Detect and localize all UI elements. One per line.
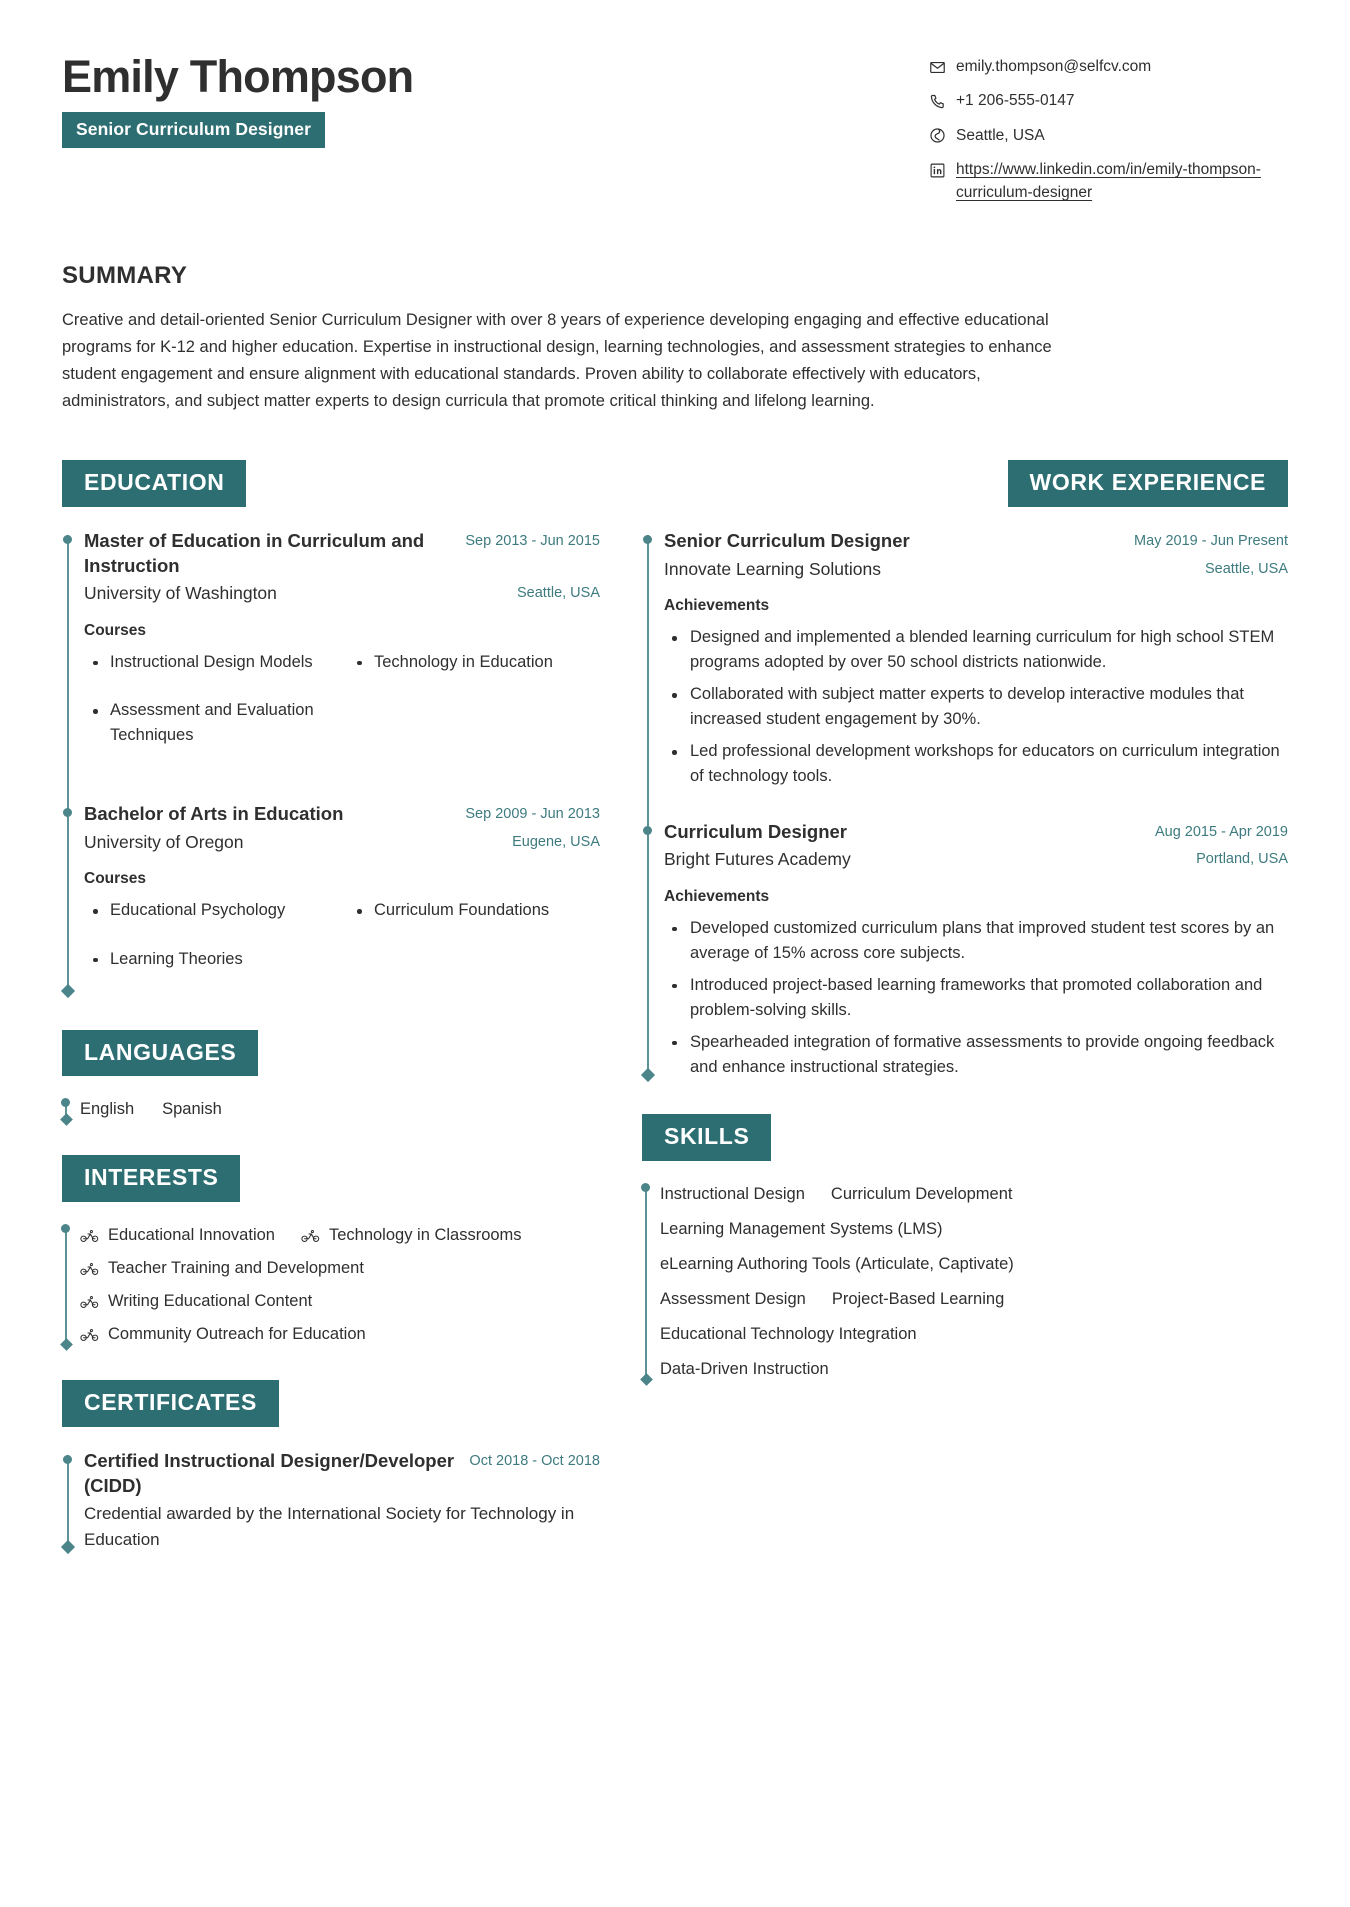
envelope-icon [928, 58, 946, 76]
summary-section [62, 262, 1288, 414]
interest-label: Educational Innovation [108, 1226, 275, 1245]
interest-label: Teacher Training and Development [108, 1259, 364, 1278]
education-courses-label: Courses [84, 621, 147, 639]
interest-item [80, 1323, 366, 1346]
contact-email [928, 56, 1288, 78]
interest-line [80, 1257, 600, 1280]
interest-item [80, 1224, 275, 1247]
skill-item: Educational Technology Integration [660, 1325, 917, 1344]
contact-phone-text: +1 206-555-0147 [956, 92, 1075, 110]
education-date: Sep 2009 - Jun 2013 [465, 805, 600, 822]
education-item [84, 529, 600, 772]
work-experience-timeline [642, 529, 1288, 1080]
bicycle-icon [80, 1262, 99, 1276]
timeline-dot-icon [643, 535, 652, 544]
languages-timeline [62, 1098, 600, 1121]
skill-line [660, 1218, 1288, 1241]
work-entry-sub [664, 557, 1288, 582]
education-date: Sep 2013 - Jun 2015 [465, 532, 600, 549]
globe-icon [928, 127, 946, 145]
work-experience-section [642, 460, 1288, 1080]
work-company: Innovate Learning Solutions [664, 558, 881, 579]
interest-line [80, 1290, 600, 1313]
skill-item: Learning Management Systems (LMS) [660, 1219, 943, 1238]
summary-heading: SUMMARY [62, 262, 188, 290]
education-courses-grid [84, 898, 600, 996]
interest-label: Technology in Classrooms [328, 1226, 522, 1245]
education-timeline [62, 529, 600, 996]
work-entry-sub [664, 847, 1288, 872]
work-entry-head [664, 820, 1288, 845]
contact-linkedin-text[interactable]: https://www.linkedin.com/in/emily-thompson-curriculum-designer [956, 161, 1261, 201]
course-item: Assessment and Evaluation Techniques [84, 698, 336, 748]
right-column [642, 460, 1288, 1415]
education-courses-grid [84, 650, 600, 772]
interests-body [62, 1224, 600, 1346]
certificate-description: Credential awarded by the International Society for Technology in Education [84, 1504, 575, 1549]
skills-section [642, 1114, 1288, 1381]
languages-section [62, 1030, 600, 1122]
interest-item [80, 1290, 312, 1313]
interest-line [80, 1224, 600, 1247]
bicycle-icon [301, 1229, 320, 1243]
certificates-heading: CERTIFICATES [62, 1380, 279, 1427]
education-badge-wrap [62, 460, 600, 507]
summary-text: Creative and detail-oriented Senior Curriculum Designer with over 8 years of experience developing engaging and effective educational programs for K-12 and higher education. Expertise in instructional design, learning technologies, and assessment strategies to enhance student engagement and ensure alignment with educational standards. Proven ability to collaborate effectively with educators, administrators, and subject matter experts to design curricula that promote critical thinking and lifelong learning. [62, 311, 1052, 410]
achievement-item: Developed customized curriculum plans that improved student test scores by an average of 15% across core subjects. [664, 916, 1288, 966]
interests-section [62, 1155, 600, 1346]
interest-item [80, 1257, 364, 1280]
skills-badge-wrap [642, 1114, 1288, 1161]
contact-location-text: Seattle, USA [956, 126, 1045, 144]
course-item: Curriculum Foundations [348, 898, 600, 923]
achievement-item: Collaborated with subject matter experts to develop interactive modules that increased student engagement by 30%. [664, 682, 1288, 732]
certificates-section [62, 1380, 600, 1552]
education-heading: EDUCATION [62, 460, 246, 507]
left-column [62, 460, 600, 1586]
interests-list [80, 1224, 600, 1346]
bicycle-icon [80, 1295, 99, 1309]
content-columns [62, 460, 1288, 1586]
contact-location [928, 125, 1288, 147]
skill-line [660, 1288, 1288, 1311]
certificates-body [62, 1449, 600, 1552]
skill-item: Project-Based Learning [831, 1290, 1005, 1309]
education-degree: Master of Education in Curriculum and Instruction [84, 529, 425, 576]
skill-line [660, 1183, 1288, 1206]
achievement-item: Designed and implemented a blended learning curriculum for high school STEM programs adopted by over 50 school districts nationwide. [664, 625, 1288, 675]
certificates-timeline [62, 1449, 600, 1552]
education-item [84, 802, 600, 996]
timeline-dot-icon [61, 1098, 70, 1107]
interest-label: Community Outreach for Education [108, 1325, 366, 1344]
contact-email-text: emily.thompson@selfcv.com [956, 58, 1152, 75]
education-entry-head [84, 802, 600, 827]
education-school: University of Washington [84, 583, 277, 604]
work-achievements-label: Achievements [664, 887, 770, 905]
interest-line [80, 1323, 600, 1346]
work-date: Aug 2015 - Apr 2019 [1154, 823, 1288, 840]
bicycle-icon [80, 1328, 99, 1342]
skill-item: Instructional Design [660, 1184, 805, 1203]
achievement-item: Spearheaded integration of formative assessments to provide ongoing feedback and enhance instructional strategies. [664, 1030, 1288, 1080]
job-title-badge: Senior Curriculum Designer [62, 112, 325, 148]
languages-heading: LANGUAGES [62, 1030, 258, 1077]
work-experience-body [642, 529, 1288, 1080]
work-experience-badge-wrap [642, 460, 1288, 507]
skill-item: Curriculum Development [830, 1184, 1013, 1203]
certificate-title: Certified Instructional Designer/Developer (CIDD) [84, 1450, 455, 1497]
timeline-dot-icon [63, 808, 72, 817]
course-item: Learning Theories [84, 947, 336, 972]
languages-body [62, 1098, 600, 1121]
certificate-entry-head [84, 1449, 600, 1499]
languages-list [80, 1098, 600, 1121]
course-item: Instructional Design Models [84, 650, 336, 675]
contact-linkedin[interactable] [928, 159, 1288, 204]
skill-line [660, 1323, 1288, 1346]
certificate-item [84, 1449, 600, 1552]
phone-icon [928, 92, 946, 110]
work-achievements-list [664, 625, 1288, 789]
timeline-dot-icon [641, 1183, 650, 1192]
skills-timeline [642, 1183, 1288, 1382]
work-date: May 2019 - Jun Present [1134, 532, 1288, 549]
education-courses-label: Courses [84, 870, 147, 887]
certificate-date: Oct 2018 - Oct 2018 [469, 1453, 600, 1470]
work-location: Seattle, USA [1204, 560, 1288, 577]
full-name: Emily Thompson [62, 51, 414, 102]
education-entry-sub [84, 830, 600, 855]
work-company: Bright Futures Academy [664, 849, 851, 870]
work-experience-item [664, 529, 1288, 790]
linkedin-icon [928, 161, 946, 179]
timeline-dot-icon [61, 1224, 70, 1233]
languages-badge-wrap [62, 1030, 600, 1077]
skills-heading: SKILLS [642, 1114, 771, 1161]
skill-item: Assessment Design [660, 1290, 806, 1309]
timeline-dot-icon [63, 535, 72, 544]
interests-timeline [62, 1224, 600, 1346]
timeline-dot-icon [63, 1455, 72, 1464]
contact-list [928, 46, 1288, 204]
language-item: English [80, 1100, 135, 1119]
work-achievements-list [664, 916, 1288, 1080]
interest-item [301, 1224, 522, 1247]
skill-item: eLearning Authoring Tools (Articulate, Captivate) [660, 1255, 1014, 1274]
skill-item: Data-Driven Instruction [660, 1360, 829, 1379]
achievement-item: Led professional development workshops for educators on curriculum integration of technology tools. [664, 739, 1288, 789]
education-entry-sub [84, 581, 600, 606]
resume-header [62, 46, 1288, 204]
skills-list [660, 1183, 1288, 1382]
achievement-item: Introduced project-based learning frameworks that promoted collaboration and problem-solving skills. [664, 973, 1288, 1023]
education-entry-head [84, 529, 600, 578]
certificates-badge-wrap [62, 1380, 600, 1427]
contact-phone [928, 90, 1288, 112]
work-achievements-label: Achievements [664, 597, 770, 615]
skills-body [642, 1183, 1288, 1382]
timeline-dot-icon [643, 826, 652, 835]
education-school: University of Oregon [84, 831, 244, 852]
education-section [62, 460, 600, 995]
course-item: Technology in Education [348, 650, 600, 675]
education-body [62, 529, 600, 996]
education-degree: Bachelor of Arts in Education [84, 802, 344, 824]
skill-line [660, 1358, 1288, 1381]
work-role: Curriculum Designer [664, 820, 847, 842]
bicycle-icon [80, 1229, 99, 1243]
skill-line [660, 1253, 1288, 1276]
course-item: Educational Psychology [84, 898, 336, 923]
language-item: Spanish [162, 1100, 222, 1119]
work-role: Senior Curriculum Designer [664, 529, 910, 551]
interests-heading: INTERESTS [62, 1155, 240, 1202]
education-location: Seattle, USA [516, 585, 600, 602]
work-experience-item [664, 820, 1288, 1081]
interests-badge-wrap [62, 1155, 600, 1202]
work-experience-heading: WORK EXPERIENCE [1008, 460, 1288, 507]
header-identity [62, 46, 413, 148]
interest-label: Writing Educational Content [108, 1292, 313, 1311]
work-entry-head [664, 529, 1288, 554]
work-location: Portland, USA [1196, 851, 1288, 868]
education-location: Eugene, USA [512, 833, 600, 850]
